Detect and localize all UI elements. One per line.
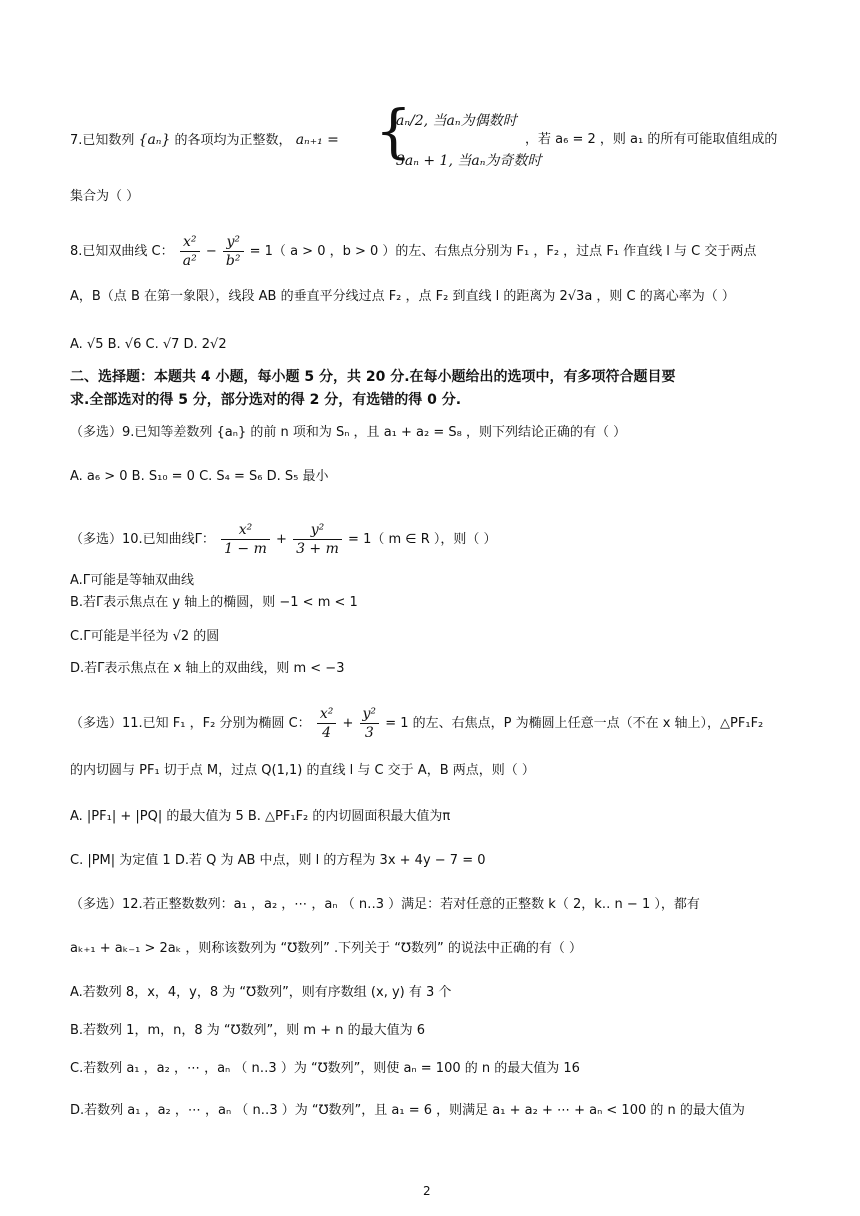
q7-lhs: aₙ₊₁ =: [295, 132, 339, 148]
q7-case2: 3aₙ + 1, 当aₙ为奇数时: [396, 153, 542, 169]
q11-stem: （多选）11.已知 F₁ ，F₂ 分别为椭圆 C： $\frac{\text{x²}}{4}$ + $\frac{\text{y²}}{3}$ = 1 的左、右焦点，P 为椭圆上任意一点（不在 x 轴上），△PF₁F₂: [70, 706, 764, 741]
q7-prefix: 7.已知数列: [70, 133, 135, 148]
q12-option-b: B.若数列 1，m，n，8 为 “℧数列”，则 m + n 的最大值为 6: [70, 1023, 426, 1038]
q7-condition: ，若 a₆ = 2 ，则 a₁ 的所有可能取值组成的: [525, 132, 778, 147]
q12-line1: （多选）12.若正整数数列：a₁ ，a₂ ，⋯ ，aₙ （ n‥3 ）满足：若对任意的正整数 k（ 2，k‥ n − 1 ），都有: [70, 897, 700, 912]
q8-options: A. √5 B. √6 C. √7 D. 2√2: [70, 337, 227, 352]
q7-case1: aₙ/2, 当aₙ为偶数时: [396, 113, 517, 129]
q12-option-a: A.若数列 8，x，4，y，8 为 “℧数列”，则有序数组 (x, y) 有 3 个: [70, 985, 452, 1000]
q11-line2: 的内切圆与 PF₁ 切于点 M，过点 Q(1,1) 的直线 l 与 C 交于 A，B 两点，则（ ）: [70, 763, 535, 778]
q12-option-d: D.若数列 a₁ ，a₂ ，⋯ ，aₙ （ n‥3 ）为 “℧数列”，且 a₁ = 6 ，则满足 a₁ + a₂ + ⋯ + aₙ < 100 的 n 的最大值为: [70, 1103, 745, 1118]
q11-options-ab: A. |PF₁| + |PQ| 的最大值为 5 B. △PF₁F₂ 的内切圆面积最大值为π: [70, 809, 451, 824]
q8-line2: A，B（点 B 在第一象限），线段 AB 的垂直平分线过点 F₂ ，点 F₂ 到直线 l 的距离为 2√3a ，则 C 的离心率为（ ）: [70, 289, 735, 304]
page-number: 2: [423, 1184, 431, 1198]
q10-frac-x: $\frac{\text{x²}}{1 - m}$: [221, 521, 270, 558]
q10-option-c: C.Γ可能是半径为 √2 的圆: [70, 629, 220, 644]
q7-line2: 集合为（ ）: [70, 189, 140, 204]
q10-option-b: B.若Γ表示焦点在 y 轴上的椭圆，则 −1 < m < 1: [70, 595, 358, 610]
section2-heading-line2: 求.全部选对的得 5 分，部分选对的得 2 分，有选错的得 0 分.: [70, 392, 462, 408]
q7-mid: 的各项均为正整数，: [174, 133, 292, 148]
q7-seq: {aₙ}: [138, 132, 171, 148]
section2-heading-line1: 二、选择题：本题共 4 小题，每小题 5 分，共 20 分.在每小题给出的选项中，有多项符合题目要: [70, 369, 676, 385]
q9-stem: （多选）9.已知等差数列 {aₙ} 的前 n 项和为 Sₙ ，且 a₁ + a₂ = S₈ ，则下列结论正确的有（ ）: [70, 425, 627, 440]
q8-line1: 8.已知双曲线 C： $\frac{\text{x²}}{\text{a²}}$ − $\frac{\text{y²}}{\text{b²}}$ = 1（ a > 0 ，b > 0 ）的左、右焦点分别为 F₁ ，F₂ ，过点 F₁ 作直线 l 与 C 交于两点: [70, 234, 757, 269]
q12-option-c: C.若数列 a₁ ，a₂ ，⋯ ，aₙ （ n‥3 ）为 “℧数列”，则使 aₙ = 100 的 n 的最大值为 16: [70, 1061, 580, 1076]
q11-options-cd: C. |PM| 为定值 1 D.若 Q 为 AB 中点，则 l 的方程为 3x + 4y − 7 = 0: [70, 853, 486, 868]
q10-option-a: A.Γ可能是等轴双曲线: [70, 573, 195, 588]
q7-line1: [70, 131, 339, 150]
q10-option-d: D.若Γ表示焦点在 x 轴上的双曲线，则 m < −3: [70, 661, 345, 676]
q10-stem: （多选）10.已知曲线Γ： $\frac{\text{x²}}{1 - m}$ + $\frac{\text{y²}}{3 + m}$ = 1（ m ∈ R ），则（ ）: [70, 522, 497, 557]
q11-frac-x: $\frac{\text{x²}}{4}$: [317, 705, 337, 742]
q8-frac-y: $\frac{\text{y²}}{\text{b²}}$: [223, 233, 244, 270]
q7-brace: {: [375, 97, 412, 165]
q10-frac-y: $\frac{\text{y²}}{3 + m}$: [293, 521, 342, 558]
q12-line2: aₖ₊₁ + aₖ₋₁ > 2aₖ ，则称该数列为 “℧数列” .下列关于 “℧数列” 的说法中正确的有（ ）: [70, 941, 582, 956]
q8-frac-x: $\frac{\text{x²}}{\text{a²}}$: [180, 233, 200, 270]
q11-frac-y: $\frac{\text{y²}}{3}$: [360, 705, 380, 742]
q9-options: A. a₆ > 0 B. S₁₀ = 0 C. S₄ = S₆ D. S₅ 最小: [70, 469, 329, 484]
